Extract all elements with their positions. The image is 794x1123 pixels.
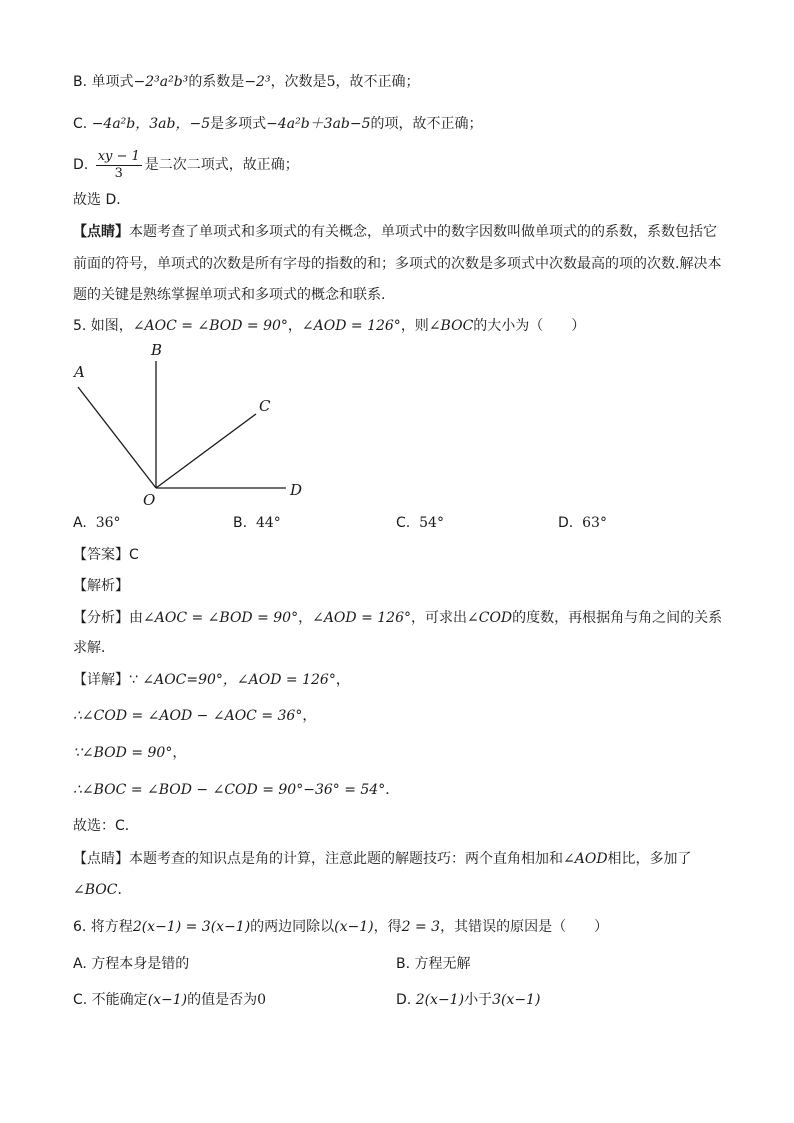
prev-note-line-3: 题的关键是熟练掌握单项式和多项式的概念和联系. [73, 287, 386, 303]
q6-option-c: C. 不能确定(x−1)的值是否为0 [73, 992, 267, 1008]
q5-option-d: D. 63° [558, 515, 607, 531]
point-c-label: C [259, 397, 271, 415]
q5-option-a: A. 36° [73, 515, 121, 531]
point-b-label: B [151, 341, 163, 359]
prev-option-c-explanation: C. −4a²b，3ab，−5是多项式−4a²b＋3ab−5的项，故不正确； [73, 116, 483, 132]
q5-choose: 故选：C． [73, 818, 139, 834]
q5-analysis-line-2: 求解． [73, 640, 115, 656]
point-d-label: D [290, 481, 303, 499]
q5-note-line-2: ∠BOC． [73, 882, 132, 898]
q5-detail-line-2: ∴∠COD = ∠AOD − ∠AOC = 36°， [73, 708, 317, 724]
prev-note-line-1: 【点睛】本题考查了单项式和多项式的有关概念，单项式中的数字因数叫做单项式的的系数，系数包括它 [73, 224, 717, 240]
prev-option-b-explanation: B. 单项式−2³a²b³的系数是−2³，次数是5，故不正确； [73, 74, 420, 90]
q5-angle-figure [60, 335, 320, 515]
fraction: $\frac{xy - 1}{3}$ [97, 148, 140, 181]
ray-oc [156, 414, 256, 488]
q5-answer: 【答案】C [73, 547, 139, 563]
ray-oa [78, 387, 156, 488]
q5-option-b: B. 44° [233, 515, 281, 531]
q6-option-b: B. 方程无解 [396, 956, 471, 972]
q6-option-d: D. 2(x−1)小于3(x−1) [396, 992, 541, 1008]
prev-option-d-explanation: D. $\frac{xy - 1}{3}$ 是二次二项式，故正确； [73, 148, 299, 181]
prev-note-line-2: 前面的符号，单项式的次数是所有字母的指数的和；多项式的次数是多项式中次数最高的项的次数.解决本 [73, 256, 722, 272]
point-a-label: A [74, 363, 85, 381]
q5-detail-line-4: ∴∠BOC = ∠BOD − ∠COD = 90°−36° = 54°． [73, 782, 400, 798]
q5-jiexi: 【解析】 [73, 578, 129, 594]
point-o-label: O [143, 491, 156, 509]
q5-option-c: C. 54° [396, 515, 444, 531]
prev-choose: 故选 D. [73, 192, 121, 208]
q6-stem: 6. 将方程2(x−1) = 3(x−1)的两边同除以(x−1)，得2 = 3，其错误的原因是（ ） [73, 919, 609, 935]
q5-analysis-line-1: 【分析】由∠AOC = ∠BOD = 90°，∠AOD = 126°，可求出∠COD的度数，再根据角与角之间的关系 [73, 610, 723, 626]
q5-note-line-1: 【点睛】本题考查的知识点是角的计算，注意此题的解题技巧：两个直角相加和∠AOD相比，多加了 [73, 851, 692, 867]
q6-option-a: A. 方程本身是错的 [73, 956, 190, 972]
q5-detail-line-1: 【详解】∵ ∠AOC=90°，∠AOD = 126°， [73, 672, 350, 688]
q5-stem: 5. 如图，∠AOC = ∠BOD = 90°，∠AOD = 126°，则∠BOC的大小为（ ） [73, 318, 586, 334]
q5-detail-line-3: ∵∠BOD = 90°， [73, 745, 187, 761]
